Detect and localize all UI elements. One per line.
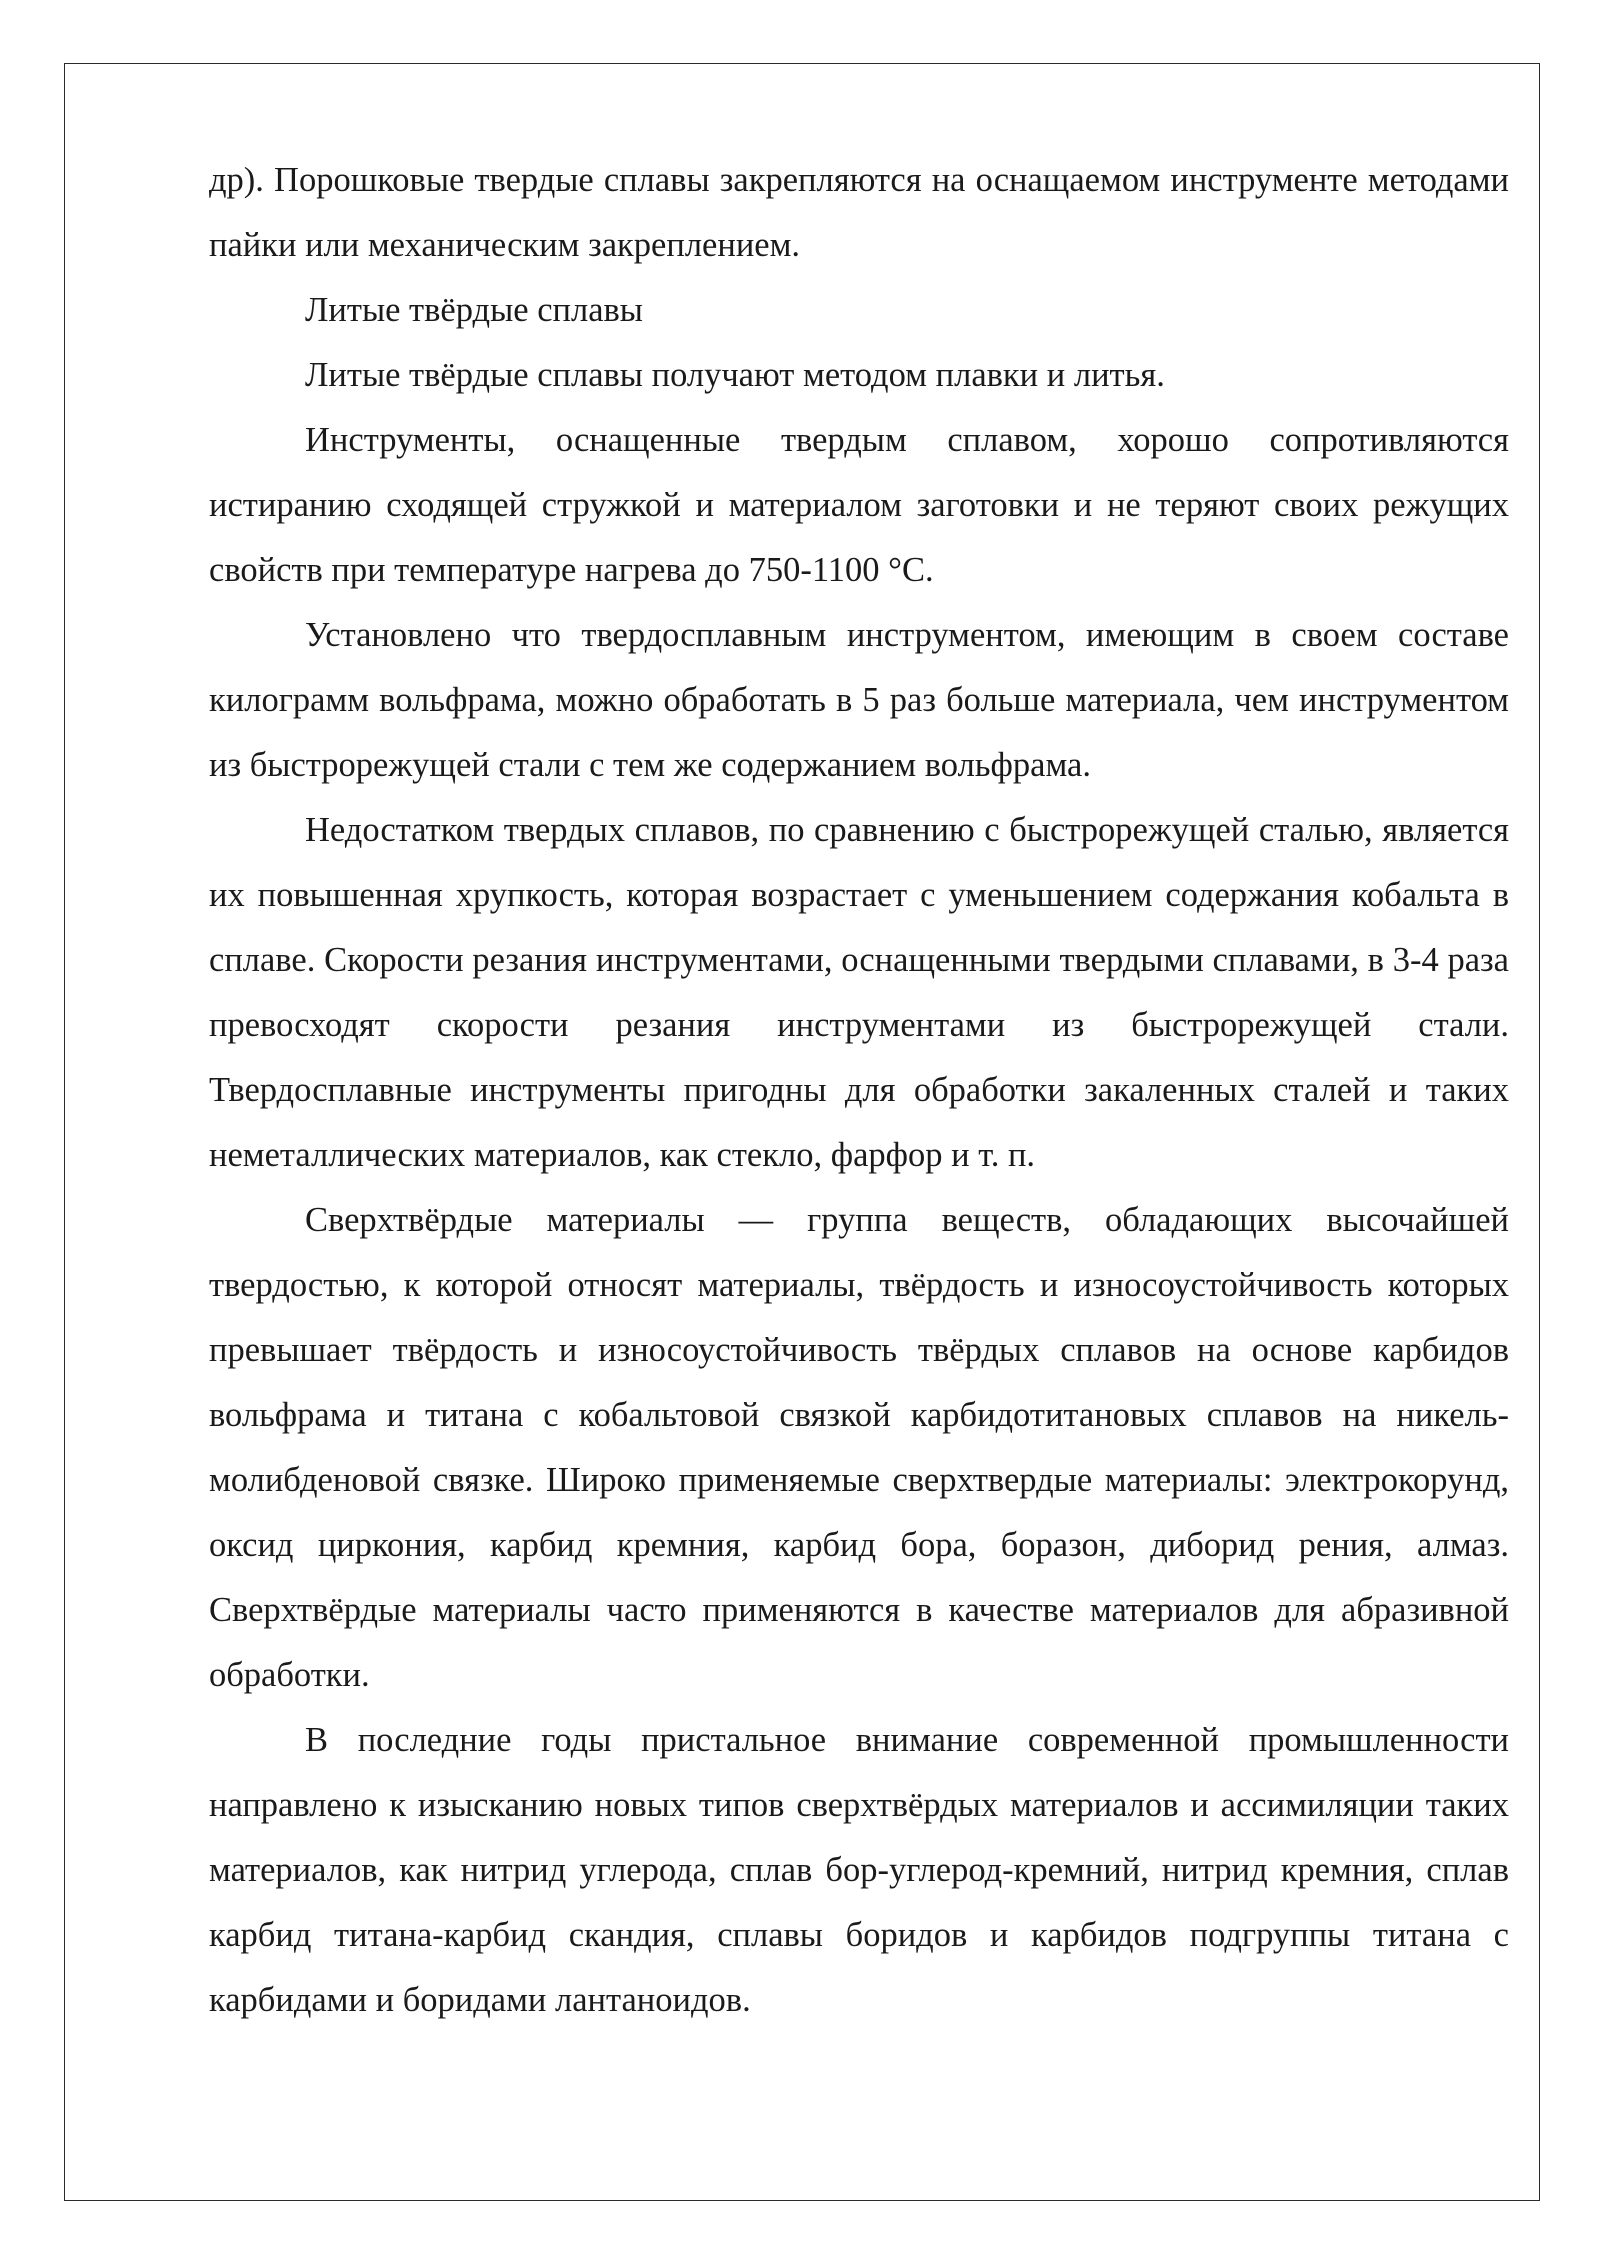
paragraph-new-materials-research: В последние годы пристальное внимание современной промышленности направлено к изысканию новых типов сверхтвёрдых материалов и ассимиляции таких материалов, как нитрид углерода, сплав бор-углерод-кремний, нитрид кремния, сплав карбид титана-карбид скандия, сплавы боридов и карбидов подгруппы титана с карбидами и боридами лантаноидов. bbox=[209, 1721, 1509, 2019]
paragraph-superhard-materials: Сверхтвёрдые материалы — группа веществ, обладающих высочайшей твердостью, к которой относят материалы, твёрдость и износоустойчивость которых превышает твёрдость и износоустойчивость твёрдых сплавов на основе карбидов вольфрама и титана с кобальтовой связкой карбидотитановых сплавов на никель-молибденовой связке. Широко применяемые сверхтвердые материалы: электрокорунд, оксид циркония, карбид кремния, карбид бора, боразон, диборид рения, алмаз. Сверхтвёрдые материалы часто применяются в качестве материалов для абразивной обработки. bbox=[209, 1201, 1509, 1694]
paragraph-alloy-brittleness: Недостатком твердых сплавов, по сравнению с быстрорежущей сталью, является их повышенная хрупкость, которая возрастает с уменьшением содержания кобальта в сплаве. Скорости резания инструментами, оснащенными твердыми сплавами, в 3-4 раза превосходят скорости резания инструментами из быстрорежущей стали. Твердосплавные инструменты пригодны для обработки закаленных сталей и таких неметаллических материалов, как стекло, фарфор и т. п. bbox=[209, 811, 1509, 1174]
document-body bbox=[209, 148, 1509, 2033]
paragraph-continuation: др). Порошковые твердые сплавы закрепляются на оснащаемом инструменте методами пайки или механическим закреплением. bbox=[209, 161, 1509, 264]
section-heading-cast-hard-alloys: Литые твёрдые сплавы bbox=[305, 291, 643, 329]
paragraph-tungsten-efficiency: Установлено что твердосплавным инструментом, имеющим в своем составе килограмм вольфрама, можно обработать в 5 раз больше материала, чем инструментом из быстрорежущей стали с тем же содержанием вольфрама. bbox=[209, 616, 1509, 784]
paragraph-cast-alloys-production: Литые твёрдые сплавы получают методом плавки и литья. bbox=[305, 356, 1165, 394]
paragraph-tool-wear-resistance: Инструменты, оснащенные твердым сплавом, хорошо сопротивляются истиранию сходящей стружкой и материалом заготовки и не теряют своих режущих свойств при температуре нагрева до 750-1100 °C. bbox=[209, 421, 1509, 589]
